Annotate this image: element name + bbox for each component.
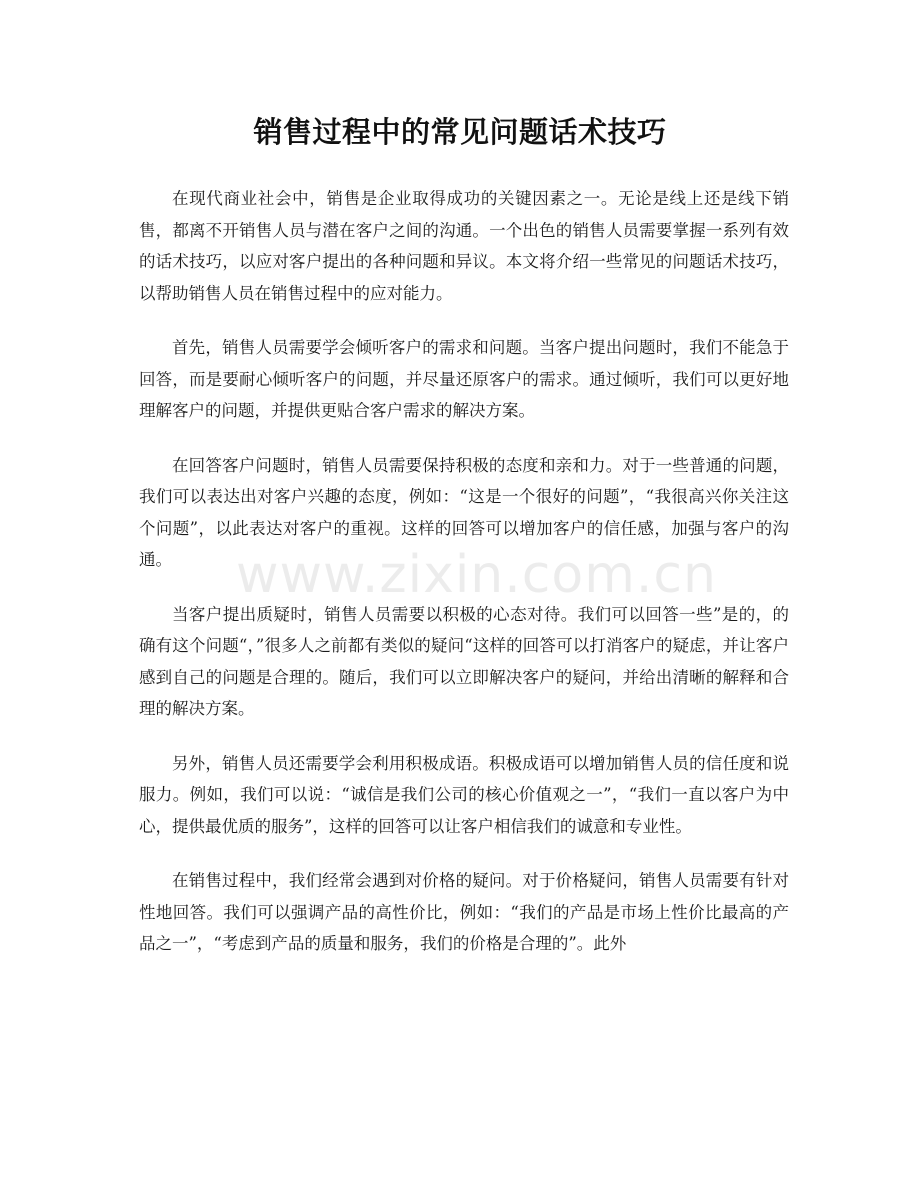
paragraph: 当客户提出质疑时，销售人员需要以积极的心态对待。我们可以回答一些”是的，的确有这个问题“，”很多人之前都有类似的疑问“这样的回答可以打消客户的疑虑，并让客户感到自己的问题是合理的。随后，我们可以立即解决客户的疑问，并给出清晰的解释和合理的解决方案。	[139, 604, 789, 718]
watermark: www.zixin.com.cn	[236, 545, 717, 605]
document-title: 销售过程中的常见问题话术技巧	[253, 115, 667, 149]
paragraph: 在销售过程中，我们经常会遇到对价格的疑问。对于价格疑问，销售人员需要有针对性地回答。我们可以强调产品的高性价比，例如：“我们的产品是市场上性价比最高的产品之一”，“考虑到产品的质量和服务，我们的价格是合理的”。此外	[139, 871, 789, 953]
paragraph: 另外，销售人员还需要学会利用积极成语。积极成语可以增加销售人员的信任度和说服力。例如，我们可以说：“诚信是我们公司的核心价值观之一”，“我们一直以客户为中心，提供最优质的服务”，这样的回答可以让客户相信我们的诚意和专业性。	[139, 753, 789, 836]
document-body	[139, 183, 789, 983]
paragraph: 在现代商业社会中，销售是企业取得成功的关键因素之一。无论是线上还是线下销售，都离不开销售人员与潜在客户之间的沟通。一个出色的销售人员需要掌握一系列有效的话术技巧，以应对客户提出的各种问题和异议。本文将介绍一些常见的问题话术技巧，以帮助销售人员在销售过程中的应对能力。	[139, 189, 789, 303]
paragraph: 在回答客户问题时，销售人员需要保持积极的态度和亲和力。对于一些普通的问题，我们可以表达出对客户兴趣的态度，例如：“这是一个很好的问题”，“我很高兴你关注这个问题”，以此表达对客户的重视。这样的回答可以增加客户的信任感，加强与客户的沟通。	[139, 455, 789, 569]
paragraph: 首先，销售人员需要学会倾听客户的需求和问题。当客户提出问题时，我们不能急于回答，而是要耐心倾听客户的问题，并尽量还原客户的需求。通过倾听，我们可以更好地理解客户的问题，并提供更贴合客户需求的解决方案。	[139, 338, 789, 420]
